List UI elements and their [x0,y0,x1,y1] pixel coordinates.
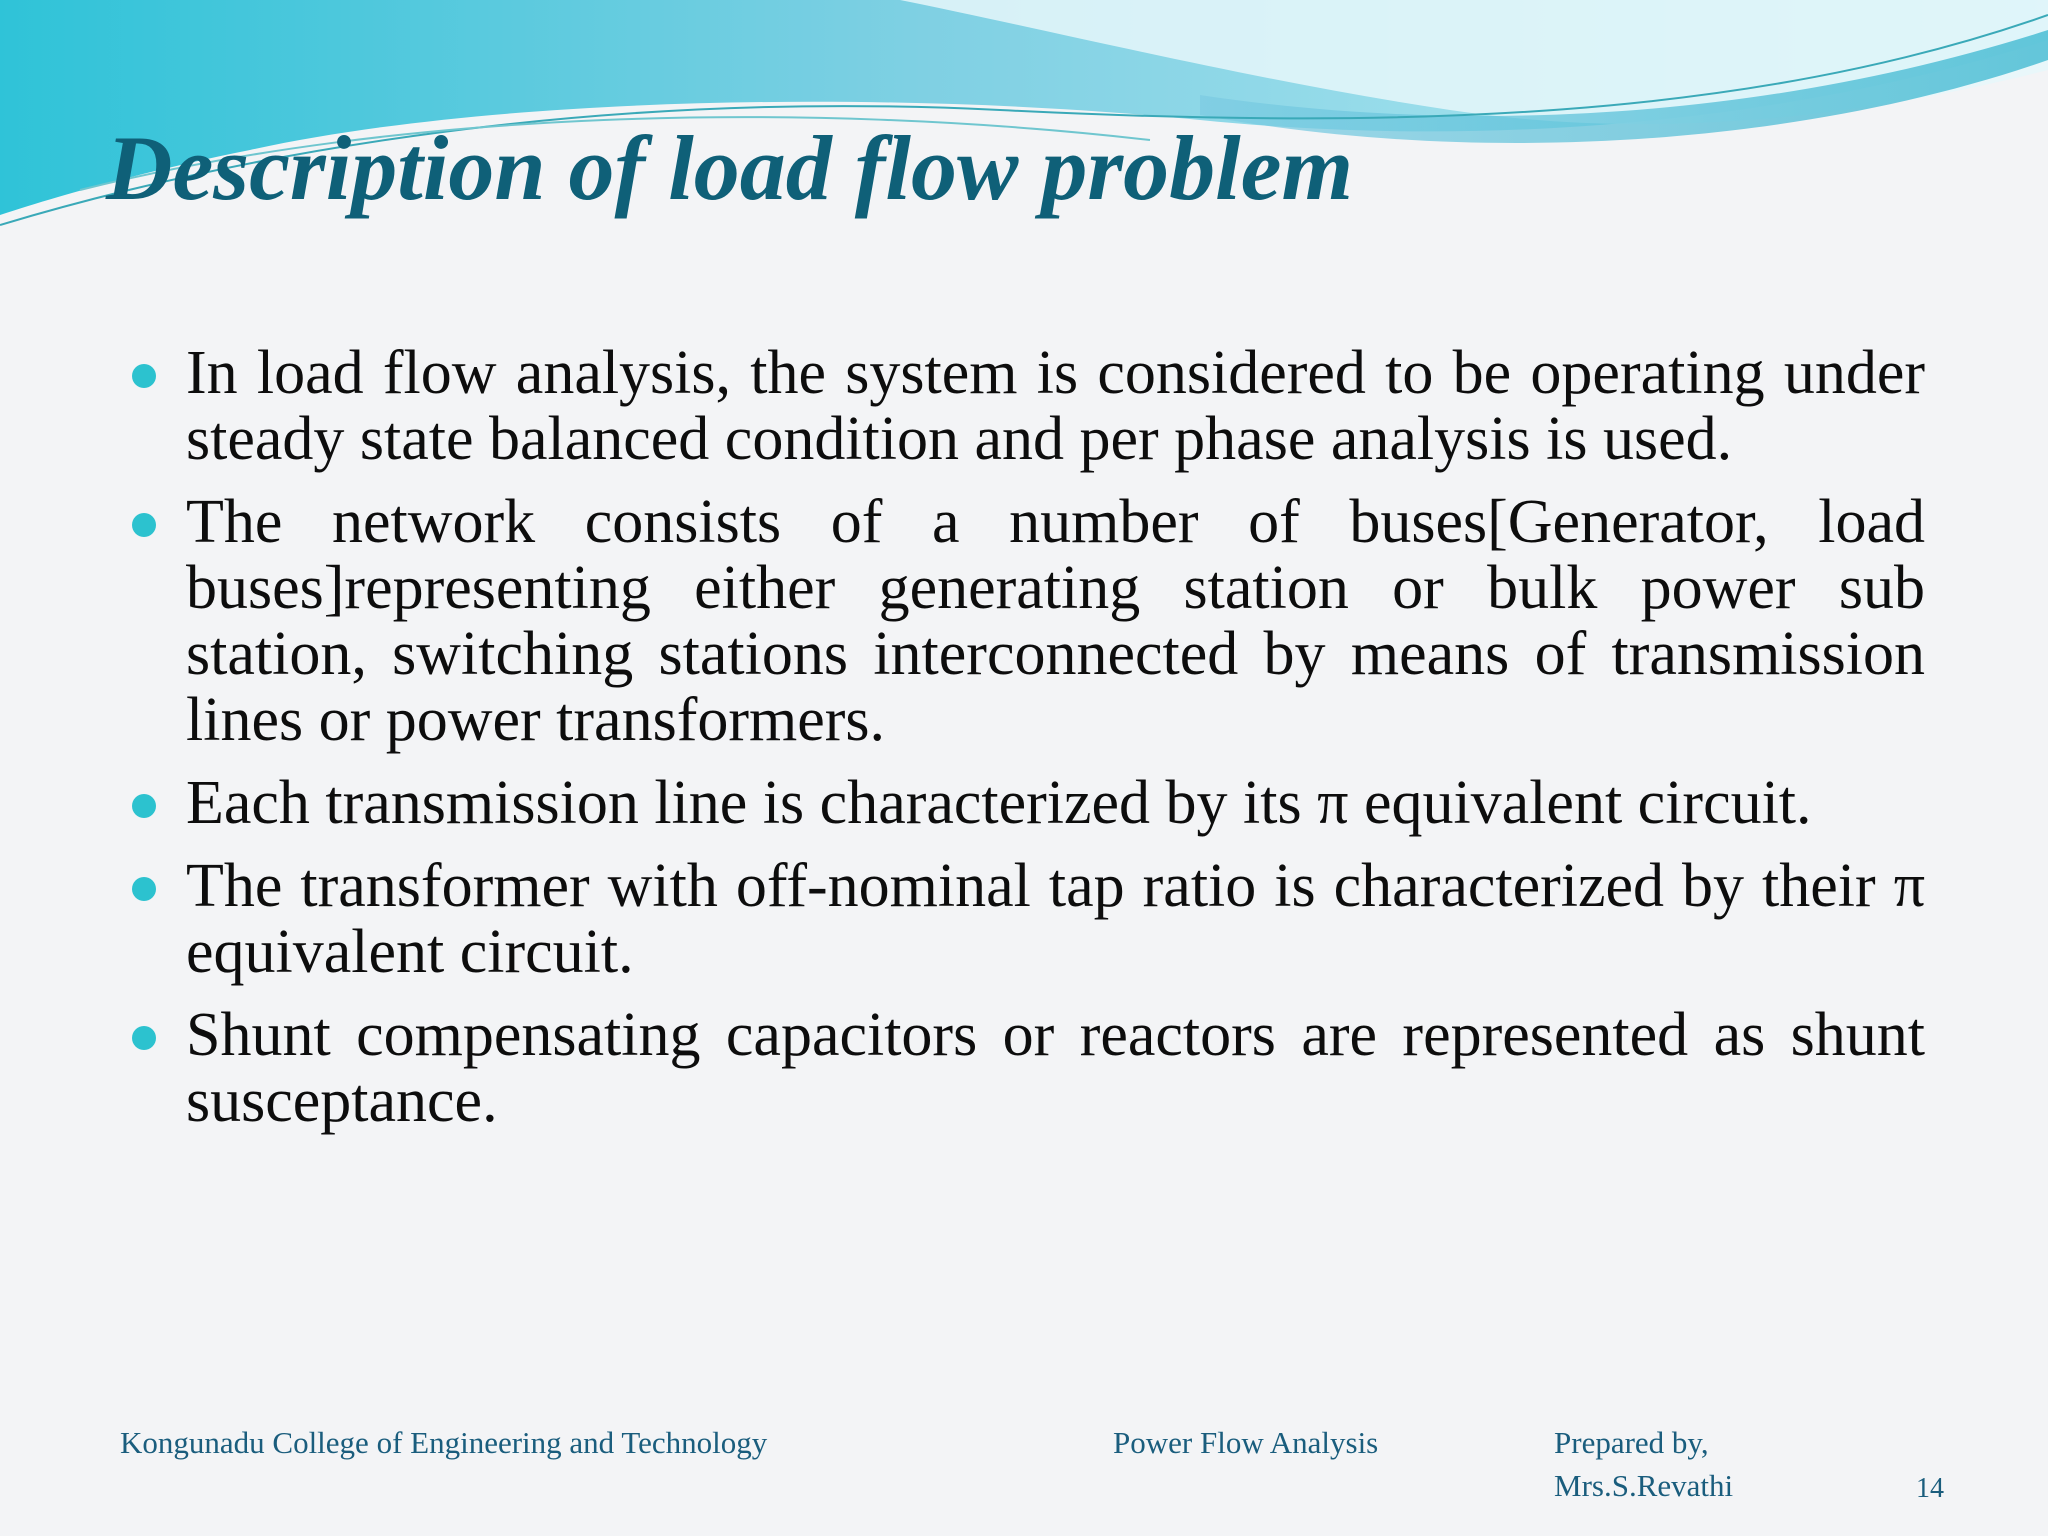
footer-author: Mrs.S.Revathi [1554,1468,1734,1503]
bullet-text: The transformer with off-nominal tap ratio is characterized by their π equivalent circuit. [186,852,1925,986]
bullet-dot-icon [132,364,156,388]
bullet-list [130,340,1925,1151]
footer-college: Kongunadu College of Engineering and Technology [120,1425,768,1460]
bullet-item [130,340,1925,472]
footer-topic: Power Flow Analysis [1113,1425,1379,1460]
bullet-dot-icon [132,794,156,818]
bullet-item [130,1002,1925,1134]
slide-title: Description of load flow problem [106,117,1354,219]
bullet-text: Shunt compensating capacitors or reactors are represented as shunt susceptance. [186,1001,1925,1135]
bullet-text: The network consists of a number of buses[Generator, load buses]representing either generating station or bulk power sub station, switching stations interconnected by means of transmission lines or power transformers. [186,488,1925,754]
bullet-text: In load flow analysis, the system is considered to be operating under steady state balanced condition and per phase analysis is used. [186,339,1925,473]
bullet-dot-icon [132,1026,156,1050]
bullet-item [130,853,1925,985]
bullet-item [130,489,1925,753]
bullet-dot-icon [132,513,156,537]
bullet-dot-icon [132,877,156,901]
footer-prepared-by: Prepared by, [1554,1425,1709,1460]
bullet-text: Each transmission line is characterized by its π equivalent circuit. [186,769,1812,837]
page-number: 14 [1916,1473,1944,1504]
bullet-item [130,770,1925,836]
